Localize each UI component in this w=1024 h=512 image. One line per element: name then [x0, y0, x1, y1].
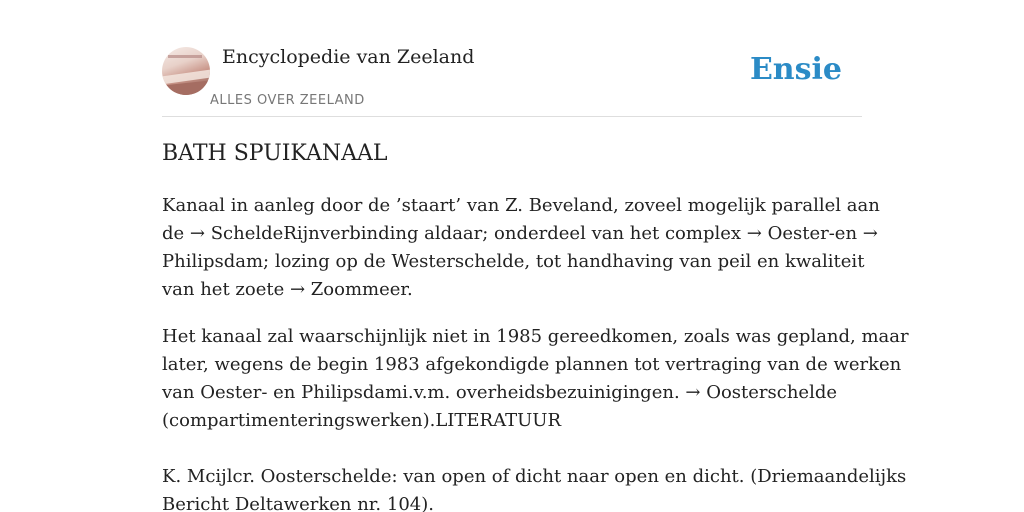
- text-line: de → ScheldeRijnverbinding aldaar; onderdeel van het complex → Oester-en →: [162, 223, 878, 244]
- text-line: (compartimenteringswerken).LITERATUUR: [162, 410, 562, 431]
- text-line: van Oester- en Philipsdami.v.m. overheidsbezuinigingen. → Oosterschelde: [162, 382, 838, 403]
- text-line: Philipsdam; lozing op de Westerschelde, tot handhaving van peil en kwaliteit: [162, 251, 865, 272]
- site-avatar[interactable]: [162, 47, 210, 95]
- avatar-detail: [168, 55, 202, 58]
- paragraph-2: [162, 323, 909, 435]
- site-header: [162, 0, 862, 117]
- article-body: [162, 192, 909, 512]
- article-title: BATH SPUIKANAAL: [162, 141, 388, 166]
- paragraph-1: [162, 192, 880, 304]
- site-tagline: ALLES OVER ZEELAND: [210, 93, 365, 108]
- page: [162, 0, 909, 512]
- text-line: later, wegens de begin 1983 afgekondigde plannen tot vertraging van de werken: [162, 354, 902, 375]
- ensie-logo[interactable]: Ensie: [749, 52, 842, 87]
- text-line: Bericht Deltawerken nr. 104).: [162, 494, 434, 512]
- paragraph-3: [162, 463, 907, 512]
- site-title[interactable]: Encyclopedie van Zeeland: [222, 46, 475, 68]
- text-line: K. Mcijlcr. Oosterschelde: van open of dicht naar open en dicht. (Driemaandelijks: [162, 466, 907, 487]
- text-line: van het zoete → Zoommeer.: [162, 279, 413, 300]
- text-line: Het kanaal zal waarschijnlijk niet in 1985 gereedkomen, zoals was gepland, maar: [162, 326, 909, 347]
- text-line: Kanaal in aanleg door de ’staart’ van Z. Beveland, zoveel mogelijk parallel aan: [162, 195, 880, 216]
